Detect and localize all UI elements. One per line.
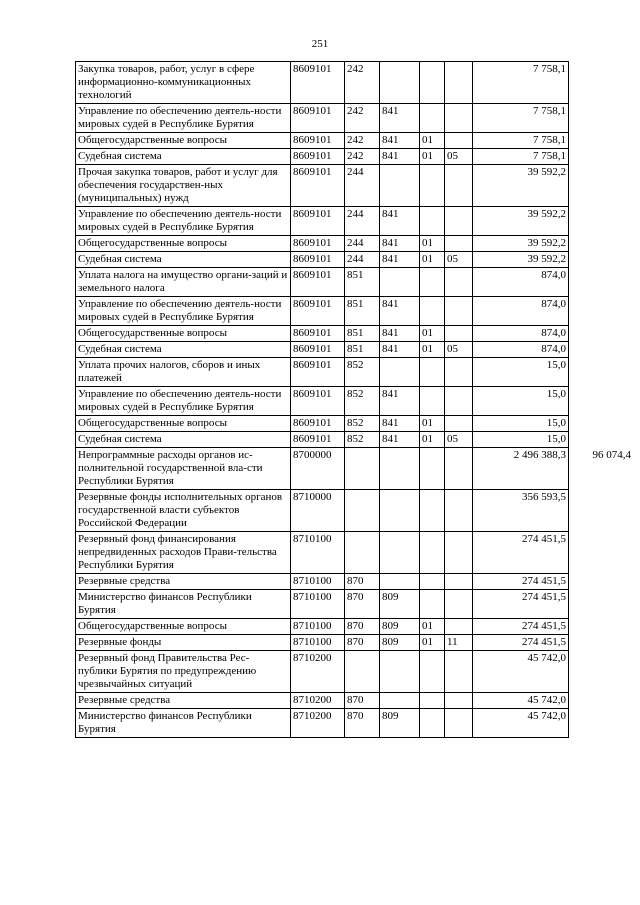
target-article-code-cell: 8710200 [291, 709, 345, 738]
table-row [76, 207, 632, 236]
subsection-code-cell: 05 [445, 432, 473, 448]
amount-cell: 356 593,5 [473, 490, 569, 532]
section-code-cell [420, 590, 445, 619]
amount-cell: 874,0 [473, 342, 569, 358]
side-amount-cell [569, 416, 632, 432]
table-row [76, 709, 632, 738]
ministry-code-cell: 809 [380, 635, 420, 651]
section-code-cell: 01 [420, 432, 445, 448]
expense-type-code-cell: 244 [345, 207, 380, 236]
expense-type-code-cell: 242 [345, 104, 380, 133]
ministry-code-cell [380, 268, 420, 297]
expense-type-code-cell: 244 [345, 236, 380, 252]
target-article-code-cell: 8609101 [291, 236, 345, 252]
amount-cell: 7 758,1 [473, 133, 569, 149]
ministry-code-cell: 841 [380, 432, 420, 448]
expense-type-code-cell: 870 [345, 619, 380, 635]
ministry-code-cell [380, 693, 420, 709]
subsection-code-cell: 11 [445, 635, 473, 651]
amount-cell: 274 451,5 [473, 635, 569, 651]
subsection-code-cell [445, 62, 473, 104]
subsection-code-cell [445, 236, 473, 252]
subsection-code-cell [445, 297, 473, 326]
target-article-code-cell: 8609101 [291, 268, 345, 297]
table-row [76, 387, 632, 416]
amount-cell: 7 758,1 [473, 149, 569, 165]
side-amount-cell [569, 268, 632, 297]
amount-cell: 2 496 388,3 [473, 448, 569, 490]
ministry-code-cell: 841 [380, 387, 420, 416]
side-amount-cell [569, 104, 632, 133]
amount-cell: 39 592,2 [473, 207, 569, 236]
side-amount-cell [569, 590, 632, 619]
subsection-code-cell [445, 165, 473, 207]
ministry-code-cell: 841 [380, 207, 420, 236]
table-row [76, 326, 632, 342]
amount-cell: 39 592,2 [473, 236, 569, 252]
row-name-cell: Резервные средства [76, 574, 291, 590]
table-row [76, 574, 632, 590]
table-row [76, 149, 632, 165]
expense-type-code-cell: 244 [345, 252, 380, 268]
table-row [76, 104, 632, 133]
target-article-code-cell: 8710100 [291, 590, 345, 619]
subsection-code-cell [445, 448, 473, 490]
ministry-code-cell [380, 62, 420, 104]
table-row [76, 236, 632, 252]
subsection-code-cell [445, 619, 473, 635]
ministry-code-cell [380, 574, 420, 590]
subsection-code-cell [445, 651, 473, 693]
side-amount-cell [569, 149, 632, 165]
row-name-cell: Уплата налога на имущество органи-заций и земельного налога [76, 268, 291, 297]
side-amount-cell [569, 236, 632, 252]
table-row [76, 252, 632, 268]
amount-cell: 274 451,5 [473, 574, 569, 590]
expense-type-code-cell: 870 [345, 635, 380, 651]
target-article-code-cell: 8609101 [291, 358, 345, 387]
table-row [76, 358, 632, 387]
subsection-code-cell [445, 574, 473, 590]
target-article-code-cell: 8609101 [291, 432, 345, 448]
section-code-cell [420, 709, 445, 738]
amount-cell: 15,0 [473, 416, 569, 432]
section-code-cell [420, 268, 445, 297]
expense-type-code-cell: 852 [345, 416, 380, 432]
ministry-code-cell: 809 [380, 709, 420, 738]
row-name-cell: Резервные фонды [76, 635, 291, 651]
side-amount-cell [569, 62, 632, 104]
amount-cell: 7 758,1 [473, 104, 569, 133]
side-amount-cell [569, 358, 632, 387]
subsection-code-cell [445, 207, 473, 236]
ministry-code-cell: 841 [380, 149, 420, 165]
section-code-cell [420, 574, 445, 590]
expense-type-code-cell [345, 651, 380, 693]
section-code-cell: 01 [420, 236, 445, 252]
expense-type-code-cell: 852 [345, 358, 380, 387]
section-code-cell: 01 [420, 342, 445, 358]
page-number: 251 [311, 38, 329, 50]
subsection-code-cell [445, 416, 473, 432]
section-code-cell [420, 165, 445, 207]
side-amount-cell [569, 635, 632, 651]
ministry-code-cell [380, 358, 420, 387]
row-name-cell: Судебная система [76, 342, 291, 358]
table-row [76, 448, 632, 490]
amount-cell: 45 742,0 [473, 651, 569, 693]
row-name-cell: Судебная система [76, 149, 291, 165]
section-code-cell: 01 [420, 326, 445, 342]
row-name-cell: Судебная система [76, 252, 291, 268]
expense-type-code-cell: 851 [345, 297, 380, 326]
row-name-cell: Общегосударственные вопросы [76, 619, 291, 635]
side-amount-cell [569, 387, 632, 416]
subsection-code-cell [445, 532, 473, 574]
target-article-code-cell: 8609101 [291, 104, 345, 133]
table-row [76, 693, 632, 709]
row-name-cell: Общегосударственные вопросы [76, 326, 291, 342]
table-row [76, 619, 632, 635]
expense-type-code-cell: 242 [345, 62, 380, 104]
target-article-code-cell: 8609101 [291, 133, 345, 149]
expense-type-code-cell: 870 [345, 709, 380, 738]
table-row [76, 297, 632, 326]
target-article-code-cell: 8609101 [291, 62, 345, 104]
row-name-cell: Закупка товаров, работ, услуг в сфере информационно-коммуникационных технологий [76, 62, 291, 104]
subsection-code-cell [445, 104, 473, 133]
subsection-code-cell [445, 268, 473, 297]
target-article-code-cell: 8609101 [291, 165, 345, 207]
subsection-code-cell [445, 326, 473, 342]
amount-cell: 274 451,5 [473, 590, 569, 619]
ministry-code-cell: 841 [380, 252, 420, 268]
row-name-cell: Уплата прочих налогов, сборов и иных платежей [76, 358, 291, 387]
row-name-cell: Министерство финансов Республики Бурятия [76, 709, 291, 738]
row-name-cell: Резервные средства [76, 693, 291, 709]
subsection-code-cell [445, 693, 473, 709]
ministry-code-cell [380, 651, 420, 693]
target-article-code-cell: 8710100 [291, 532, 345, 574]
table-body [76, 62, 632, 738]
row-name-cell: Непрограммные расходы органов ис-полнительной государственной вла-сти Республики Бурятия [76, 448, 291, 490]
section-code-cell: 01 [420, 133, 445, 149]
side-amount-cell [569, 651, 632, 693]
expense-type-code-cell: 870 [345, 574, 380, 590]
ministry-code-cell: 841 [380, 104, 420, 133]
side-amount-cell [569, 619, 632, 635]
target-article-code-cell: 8609101 [291, 149, 345, 165]
table-row [76, 62, 632, 104]
row-name-cell: Общегосударственные вопросы [76, 416, 291, 432]
ministry-code-cell: 809 [380, 590, 420, 619]
row-name-cell: Управление по обеспечению деятель-ности мировых судей в Республике Бурятия [76, 207, 291, 236]
table-row [76, 342, 632, 358]
table-row [76, 590, 632, 619]
side-amount-cell [569, 532, 632, 574]
target-article-code-cell: 8710200 [291, 651, 345, 693]
amount-cell: 39 592,2 [473, 252, 569, 268]
ministry-code-cell [380, 448, 420, 490]
side-amount-cell [569, 297, 632, 326]
subsection-code-cell [445, 490, 473, 532]
side-amount-cell [569, 342, 632, 358]
row-name-cell: Общегосударственные вопросы [76, 236, 291, 252]
side-amount-cell [569, 432, 632, 448]
amount-cell: 874,0 [473, 326, 569, 342]
subsection-code-cell [445, 358, 473, 387]
section-code-cell [420, 297, 445, 326]
subsection-code-cell: 05 [445, 149, 473, 165]
target-article-code-cell: 8710200 [291, 693, 345, 709]
side-amount-cell [569, 252, 632, 268]
side-amount-cell [569, 490, 632, 532]
side-amount-cell [569, 207, 632, 236]
expense-type-code-cell [345, 448, 380, 490]
target-article-code-cell: 8710100 [291, 635, 345, 651]
target-article-code-cell: 8609101 [291, 207, 345, 236]
expense-type-code-cell: 852 [345, 432, 380, 448]
expense-type-code-cell: 242 [345, 133, 380, 149]
expense-type-code-cell [345, 490, 380, 532]
amount-cell: 874,0 [473, 268, 569, 297]
row-name-cell: Общегосударственные вопросы [76, 133, 291, 149]
expense-type-code-cell: 870 [345, 693, 380, 709]
table-row [76, 651, 632, 693]
row-name-cell: Резервный фонд Правительства Рес-публики Бурятия по предупреждению чрезвычайных ситуаций [76, 651, 291, 693]
expense-type-code-cell: 242 [345, 149, 380, 165]
expense-type-code-cell: 244 [345, 165, 380, 207]
ministry-code-cell: 841 [380, 236, 420, 252]
side-amount-cell [569, 165, 632, 207]
row-name-cell: Управление по обеспечению деятель-ности мировых судей в Республике Бурятия [76, 387, 291, 416]
row-name-cell: Министерство финансов Республики Бурятия [76, 590, 291, 619]
section-code-cell [420, 358, 445, 387]
ministry-code-cell [380, 490, 420, 532]
budget-table [75, 61, 632, 738]
side-amount-cell [569, 574, 632, 590]
row-name-cell: Прочая закупка товаров, работ и услуг для обеспечения государствен-ных (муниципальных) нужд [76, 165, 291, 207]
section-code-cell [420, 207, 445, 236]
amount-cell: 7 758,1 [473, 62, 569, 104]
ministry-code-cell: 841 [380, 342, 420, 358]
table-row [76, 635, 632, 651]
amount-cell: 45 742,0 [473, 709, 569, 738]
subsection-code-cell [445, 709, 473, 738]
subsection-code-cell [445, 133, 473, 149]
expense-type-code-cell [345, 532, 380, 574]
row-name-cell: Управление по обеспечению деятель-ности мировых судей в Республике Бурятия [76, 104, 291, 133]
section-code-cell [420, 62, 445, 104]
section-code-cell: 01 [420, 619, 445, 635]
side-amount-cell [569, 133, 632, 149]
section-code-cell [420, 532, 445, 574]
table-row [76, 268, 632, 297]
side-amount-cell [569, 326, 632, 342]
expense-type-code-cell: 870 [345, 590, 380, 619]
section-code-cell [420, 104, 445, 133]
ministry-code-cell: 841 [380, 326, 420, 342]
section-code-cell [420, 387, 445, 416]
ministry-code-cell [380, 532, 420, 574]
table-row [76, 416, 632, 432]
table-row [76, 490, 632, 532]
expense-type-code-cell: 852 [345, 387, 380, 416]
target-article-code-cell: 8710100 [291, 574, 345, 590]
row-name-cell: Резервные фонды исполнительных органов государственной власти субъектов Российской Федерации [76, 490, 291, 532]
subsection-code-cell: 05 [445, 342, 473, 358]
ministry-code-cell: 809 [380, 619, 420, 635]
target-article-code-cell: 8609101 [291, 252, 345, 268]
row-name-cell: Судебная система [76, 432, 291, 448]
section-code-cell [420, 448, 445, 490]
target-article-code-cell: 8609101 [291, 326, 345, 342]
expense-type-code-cell: 851 [345, 326, 380, 342]
side-amount-cell [569, 693, 632, 709]
target-article-code-cell: 8609101 [291, 416, 345, 432]
table-row [76, 133, 632, 149]
amount-cell: 874,0 [473, 297, 569, 326]
ministry-code-cell: 841 [380, 133, 420, 149]
ministry-code-cell [380, 165, 420, 207]
table-row [76, 532, 632, 574]
side-amount-cell: 96 074,4 [592, 448, 631, 461]
row-name-cell: Управление по обеспечению деятель-ности мировых судей в Республике Бурятия [76, 297, 291, 326]
ministry-code-cell: 841 [380, 416, 420, 432]
amount-cell: 274 451,5 [473, 619, 569, 635]
section-code-cell [420, 490, 445, 532]
target-article-code-cell: 8700000 [291, 448, 345, 490]
table-row [76, 165, 632, 207]
section-code-cell: 01 [420, 252, 445, 268]
target-article-code-cell: 8710000 [291, 490, 345, 532]
amount-cell: 15,0 [473, 387, 569, 416]
expense-type-code-cell: 851 [345, 342, 380, 358]
target-article-code-cell: 8609101 [291, 387, 345, 416]
subsection-code-cell: 05 [445, 252, 473, 268]
amount-cell: 274 451,5 [473, 532, 569, 574]
expense-type-code-cell: 851 [345, 268, 380, 297]
section-code-cell: 01 [420, 635, 445, 651]
ministry-code-cell: 841 [380, 297, 420, 326]
section-code-cell [420, 651, 445, 693]
section-code-cell [420, 693, 445, 709]
section-code-cell: 01 [420, 149, 445, 165]
amount-cell: 15,0 [473, 358, 569, 387]
row-name-cell: Резервный фонд финансирования непредвиденных расходов Прави-тельства Республики Бурятия [76, 532, 291, 574]
subsection-code-cell [445, 387, 473, 416]
amount-cell: 15,0 [473, 432, 569, 448]
amount-cell: 45 742,0 [473, 693, 569, 709]
amount-cell: 39 592,2 [473, 165, 569, 207]
side-amount-cell [569, 709, 632, 738]
target-article-code-cell: 8609101 [291, 297, 345, 326]
section-code-cell: 01 [420, 416, 445, 432]
table-row [76, 432, 632, 448]
subsection-code-cell [445, 590, 473, 619]
target-article-code-cell: 8609101 [291, 342, 345, 358]
target-article-code-cell: 8710100 [291, 619, 345, 635]
